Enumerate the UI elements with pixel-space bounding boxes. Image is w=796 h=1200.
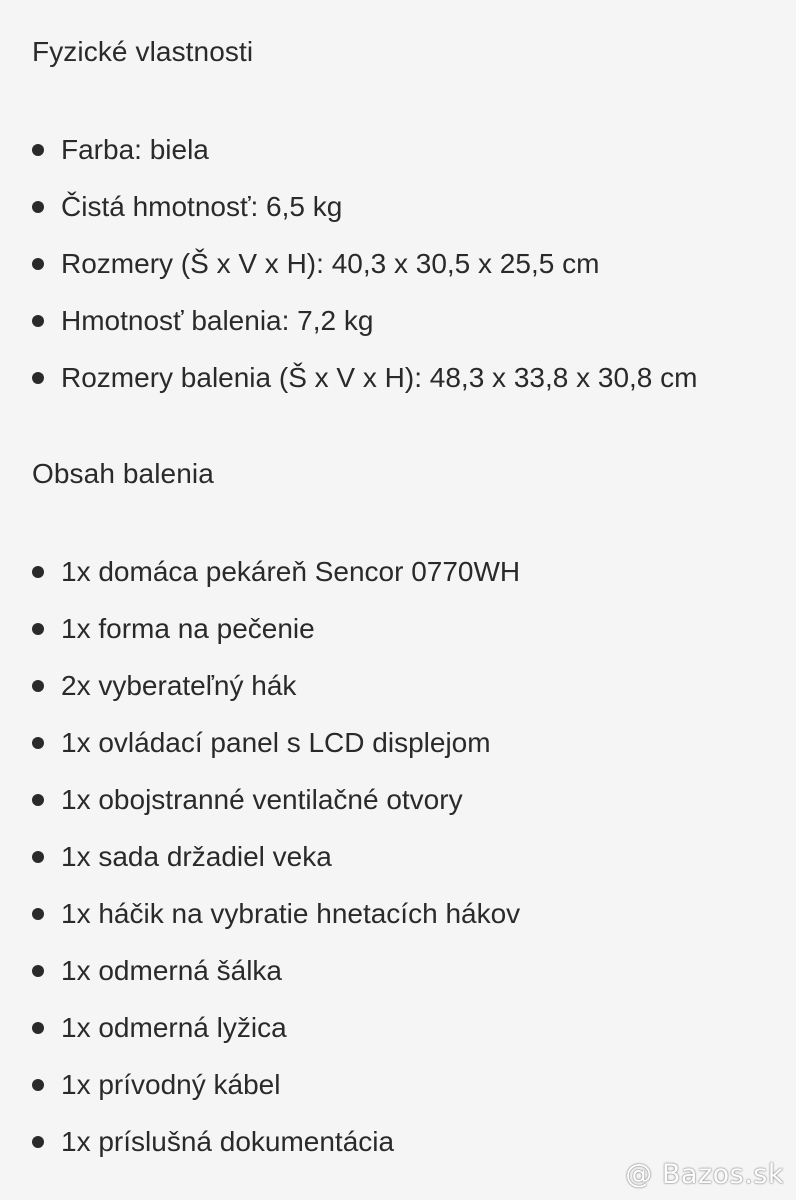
list-item-text: 1x forma na pečenie: [61, 613, 315, 644]
bullet-icon: [32, 623, 44, 635]
bullet-icon: [32, 1136, 44, 1148]
list-item-text: Čistá hmotnosť: 6,5 kg: [61, 191, 343, 222]
bullet-icon: [32, 737, 44, 749]
list-item-text: 1x domáca pekáreň Sencor 0770WH: [61, 556, 521, 587]
list-item-text: 1x obojstranné ventilačné otvory: [61, 784, 463, 815]
section-title-physical-properties: Fyzické vlastnosti: [32, 36, 254, 67]
section-title-package-contents: Obsah balenia: [32, 458, 214, 489]
list-item: [0, 838, 520, 895]
bullet-icon: [32, 1079, 44, 1091]
list-item: [0, 1123, 520, 1180]
bullet-icon: [32, 1022, 44, 1034]
list-item-text: Hmotnosť balenia: 7,2 kg: [61, 305, 374, 336]
bullet-icon: [32, 566, 44, 578]
list-item: [0, 781, 520, 838]
list-item-text: 1x sada držadiel veka: [61, 841, 332, 872]
list-item-text: 1x príslušná dokumentácia: [61, 1126, 395, 1157]
list-item: [0, 895, 520, 952]
list-item: [0, 610, 520, 667]
bullet-icon: [32, 908, 44, 920]
list-item: [0, 188, 697, 245]
list-item-text: 1x odmerná lyžica: [61, 1012, 287, 1043]
list-item-text: Rozmery balenia (Š x V x H): 48,3 x 33,8 x 30,8 cm: [61, 362, 698, 393]
list-item: [0, 724, 520, 781]
bullet-icon: [32, 965, 44, 977]
list-item: [0, 245, 697, 302]
list-item: [0, 1009, 520, 1066]
list-item-text: 2x vyberateľný hák: [61, 670, 297, 701]
bullet-icon: [32, 201, 44, 213]
bullet-icon: [32, 372, 44, 384]
list-item-text: Rozmery (Š x V x H): 40,3 x 30,5 x 25,5 cm: [61, 248, 600, 279]
physical-properties-list: [0, 131, 697, 416]
list-item: [0, 302, 697, 359]
list-item: [0, 952, 520, 1009]
list-item: [0, 131, 697, 188]
bullet-icon: [32, 144, 44, 156]
list-item-text: 1x ovládací panel s LCD displejom: [61, 727, 491, 758]
list-item: [0, 359, 697, 416]
list-item-text: 1x odmerná šálka: [61, 955, 283, 986]
list-item-text: 1x háčik na vybratie hnetacích hákov: [61, 898, 521, 929]
package-contents-list: [0, 553, 520, 1180]
list-item: [0, 553, 520, 610]
bullet-icon: [32, 258, 44, 270]
list-item: [0, 1066, 520, 1123]
bullet-icon: [32, 794, 44, 806]
list-item: [0, 667, 520, 724]
list-item-text: 1x prívodný kábel: [61, 1069, 281, 1100]
bullet-icon: [32, 680, 44, 692]
bazos-watermark: @ Bazos.sk: [625, 1159, 784, 1190]
bullet-icon: [32, 315, 44, 327]
bullet-icon: [32, 851, 44, 863]
list-item-text: Farba: biela: [61, 134, 209, 165]
